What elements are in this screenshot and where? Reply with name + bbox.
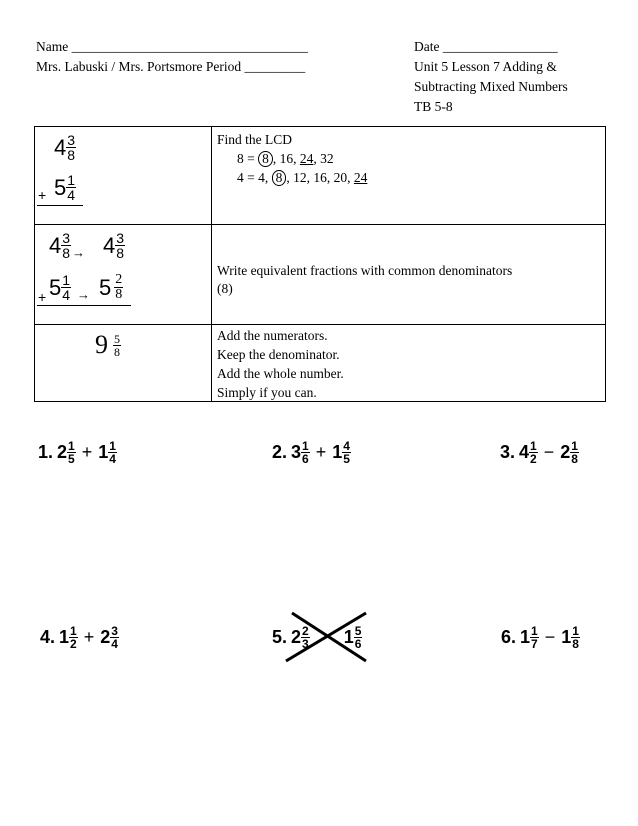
problem-1: 1. 2 1 5 + 1 1 4 bbox=[38, 439, 116, 466]
sum-rule bbox=[37, 205, 83, 206]
problem-6: 6. 1 1 7 − 1 1 8 bbox=[501, 624, 579, 651]
arrow-icon: → bbox=[77, 287, 91, 302]
steps-table bbox=[34, 126, 606, 402]
sum-rule bbox=[37, 305, 131, 306]
teacher-period-line: Mrs. Labuski / Mrs. Portsmore Period _________ bbox=[36, 59, 306, 74]
row-divider bbox=[35, 224, 605, 225]
lcd-circle: 8 bbox=[258, 151, 273, 167]
example-mixed-number-b: 5 1 4 bbox=[54, 172, 76, 203]
lcd-multiples-4: 4 = 4, 8 , 12, 16, 20, 24 bbox=[237, 170, 368, 185]
plus-sign: + bbox=[38, 289, 47, 305]
example-mixed-number-a: 4 3 8 bbox=[54, 132, 76, 163]
lcd-circle: 8 bbox=[272, 170, 287, 186]
step-instruction-denominator: (8) bbox=[217, 281, 233, 296]
equivalent-mixed-number-b: 5 2 8 bbox=[99, 272, 123, 302]
problem-4: 4. 1 1 2 + 2 3 4 bbox=[40, 624, 118, 651]
cross-out-icon bbox=[284, 611, 368, 663]
step-title-find-lcd: Find the LCD bbox=[217, 132, 293, 147]
equivalent-mixed-number-a: 4 3 8 bbox=[103, 230, 125, 261]
example-mixed-number-a: 4 3 8 → bbox=[49, 230, 86, 261]
date-line: Date _________________ bbox=[414, 39, 558, 54]
lesson-title-line-2: Subtracting Mixed Numbers bbox=[414, 79, 568, 94]
step-add-whole: Add the whole number. bbox=[217, 366, 344, 381]
step-instruction-equivalent: Write equivalent fractions with common denominators bbox=[217, 263, 513, 278]
lesson-title-line-1: Unit 5 Lesson 7 Adding & bbox=[414, 59, 557, 74]
plus-sign: + bbox=[38, 187, 47, 203]
problem-3: 3. 4 1 2 − 2 1 8 bbox=[500, 439, 578, 466]
arrow-icon: → bbox=[72, 245, 86, 260]
column-divider bbox=[211, 127, 212, 401]
lesson-code: TB 5-8 bbox=[414, 99, 453, 114]
step-simplify: Simply if you can. bbox=[217, 385, 317, 400]
step-keep-denominator: Keep the denominator. bbox=[217, 347, 340, 362]
step-add-numerators: Add the numerators. bbox=[217, 328, 328, 343]
problem-5: 5. 2 2 3 1 5 6 bbox=[272, 624, 362, 651]
example-mixed-number-b: 5 1 4 → bbox=[49, 272, 91, 303]
result-mixed-number: 9 5 8 bbox=[95, 330, 120, 359]
lcd-multiples-8: 8 = 8 , 16, 24, 32 bbox=[237, 151, 334, 166]
problem-2: 2. 3 1 6 + 1 4 5 bbox=[272, 439, 350, 466]
name-line: Name ___________________________________ bbox=[36, 39, 308, 54]
row-divider bbox=[35, 324, 605, 325]
